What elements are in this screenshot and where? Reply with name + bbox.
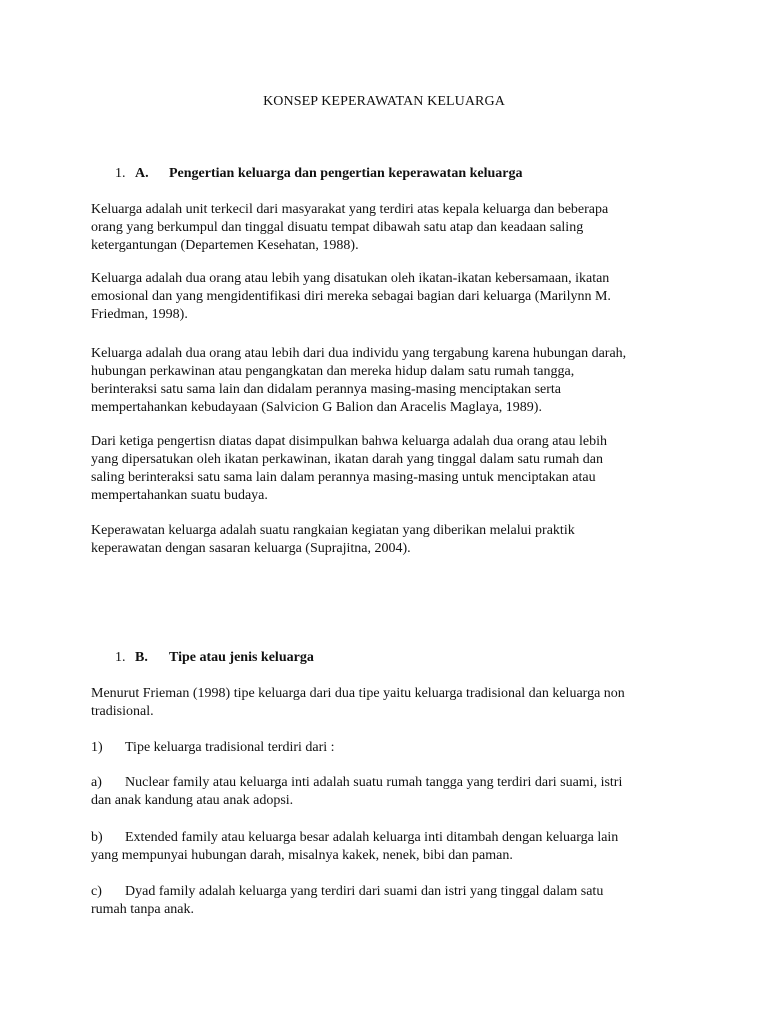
paragraph-line: emosional dan yang mengidentifikasi diri mereka sebagai bagian dari keluarga (Marilynn M. bbox=[91, 289, 611, 304]
paragraph-line: Keluarga adalah unit terkecil dari masyarakat yang terdiri atas kepala keluarga dan beberapa bbox=[91, 202, 609, 217]
paragraph-nursing-definition bbox=[91, 522, 691, 558]
paragraph-types-intro bbox=[91, 685, 691, 721]
list-marker: b) bbox=[91, 830, 103, 845]
section-b-number: 1. bbox=[115, 650, 126, 665]
list-item-text: dan anak kandung atau anak adopsi. bbox=[91, 793, 294, 808]
section-b-title: Tipe atau jenis keluarga bbox=[169, 650, 314, 665]
list-item-text: Dyad family adalah keluarga yang terdiri dari suami dan istri yang tinggal dalam satu bbox=[125, 884, 604, 899]
list-item-dyad-family bbox=[91, 883, 691, 919]
section-a-title: Pengertian keluarga dan pengertian keperawatan keluarga bbox=[169, 166, 523, 181]
paragraph-line: saling berinteraksi satu sama lain dalam perannya masing-masing untuk menciptakan atau bbox=[91, 470, 596, 485]
paragraph-line: orang yang berkumpul dan tinggal disuatu tempat dibawah satu atap dan keadaan saling bbox=[91, 220, 584, 235]
paragraph-line: keperawatan dengan sasaran keluarga (Suprajitna, 2004). bbox=[91, 541, 411, 556]
list-item-extended-family bbox=[91, 829, 691, 865]
list-marker: c) bbox=[91, 884, 102, 899]
list-item-text: rumah tanpa anak. bbox=[91, 902, 195, 917]
paragraph-line: berinteraksi satu sama lain dan didalam perannya masing-masing menciptakan serta bbox=[91, 382, 562, 397]
section-a-letter: A. bbox=[135, 166, 149, 181]
subsection-traditional bbox=[91, 739, 691, 757]
list-item-nuclear-family bbox=[91, 774, 691, 810]
paragraph-line: Keluarga adalah dua orang atau lebih dari dua individu yang tergabung karena hubungan darah, bbox=[91, 346, 627, 361]
paragraph-conclusion bbox=[91, 433, 691, 505]
paragraph-definition-1 bbox=[91, 201, 691, 255]
subsection-text: Tipe keluarga tradisional terdiri dari : bbox=[125, 740, 335, 755]
list-marker: a) bbox=[91, 775, 102, 790]
paragraph-line: Friedman, 1998). bbox=[91, 307, 188, 322]
paragraph-line: Menurut Frieman (1998) tipe keluarga dari dua tipe yaitu keluarga tradisional dan keluarga non bbox=[91, 686, 625, 701]
paragraph-line: Keperawatan keluarga adalah suatu rangkaian kegiatan yang diberikan melalui praktik bbox=[91, 523, 575, 538]
paragraph-line: Dari ketiga pengertisn diatas dapat disimpulkan bahwa keluarga adalah dua orang atau lebih bbox=[91, 434, 608, 449]
paragraph-line: mempertahankan kebudayaan (Salvicion G Balion dan Aracelis Maglaya, 1989). bbox=[91, 400, 542, 415]
section-b-heading bbox=[115, 650, 314, 666]
paragraph-line: tradisional. bbox=[91, 704, 154, 719]
paragraph-line: ketergantungan (Departemen Kesehatan, 1988). bbox=[91, 238, 359, 253]
section-a-heading bbox=[115, 166, 523, 182]
section-b-letter: B. bbox=[135, 650, 148, 665]
paragraph-line: yang dipersatukan oleh ikatan perkawinan, ikatan darah yang tinggal dalam satu rumah dan bbox=[91, 452, 603, 467]
paragraph-line: mempertahankan suatu budaya. bbox=[91, 488, 268, 503]
list-item-text: Extended family atau keluarga besar adalah keluarga inti ditambah dengan keluarga lain bbox=[125, 830, 619, 845]
list-marker: 1) bbox=[91, 740, 103, 755]
document-title: KONSEP KEPERAWATAN KELUARGA bbox=[263, 94, 505, 109]
list-item-text: yang mempunyai hubungan darah, misalnya kakek, nenek, bibi dan paman. bbox=[91, 848, 513, 863]
list-item-text: Nuclear family atau keluarga inti adalah suatu rumah tangga yang terdiri dari suami, istri bbox=[125, 775, 623, 790]
paragraph-definition-2 bbox=[91, 270, 691, 324]
paragraph-definition-3 bbox=[91, 345, 691, 417]
paragraph-line: Keluarga adalah dua orang atau lebih yang disatukan oleh ikatan-ikatan kebersamaan, ikatan bbox=[91, 271, 610, 286]
paragraph-line: hubungan perkawinan atau pengangkatan dan mereka hidup dalam satu rumah tangga, bbox=[91, 364, 575, 379]
section-a-number: 1. bbox=[115, 166, 126, 181]
